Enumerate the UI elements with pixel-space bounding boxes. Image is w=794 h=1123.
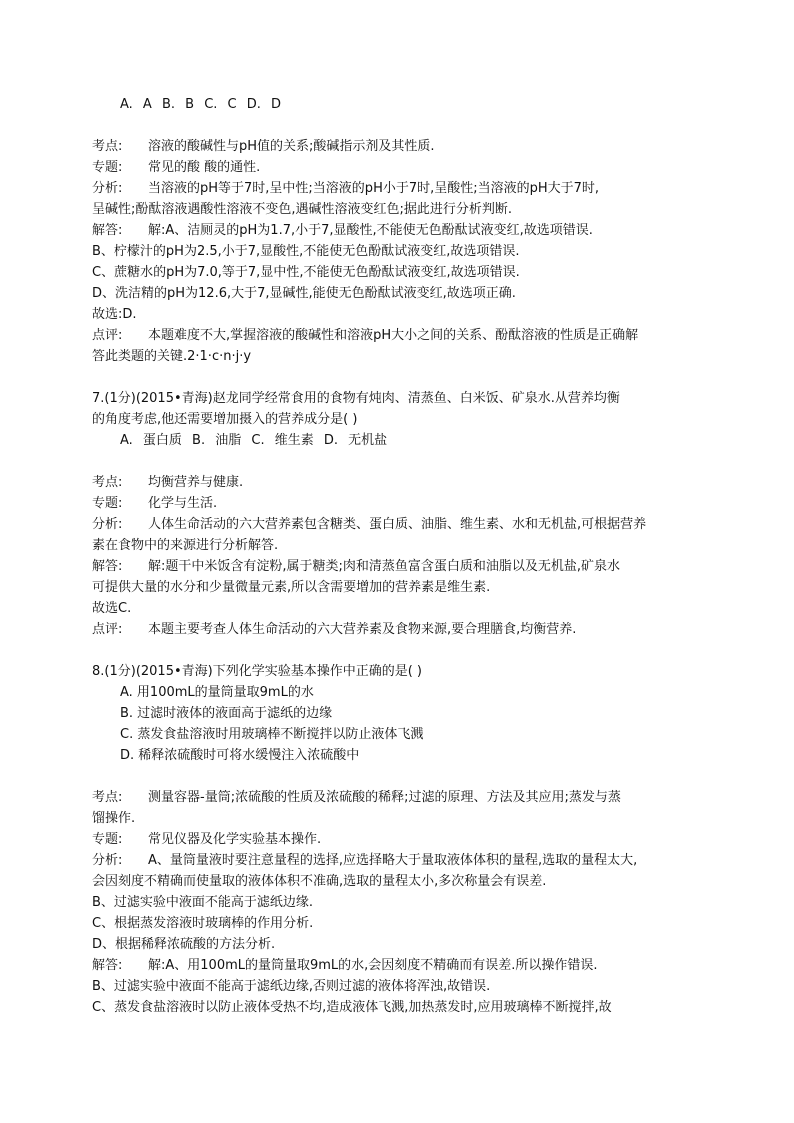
q6-answer: 故选:D. bbox=[92, 307, 137, 322]
q6-jieda-label: 解答: bbox=[92, 223, 123, 238]
q8-option-d: D. 稀释浓硫酸时可将水缓慢注入浓硫酸中 bbox=[120, 748, 360, 763]
q8-fenxi-b: B、过滤实验中液面不能高于滤纸边缘. bbox=[92, 895, 314, 910]
q7-kaodian-label: 考点: bbox=[92, 475, 123, 490]
q6-fenxi bbox=[92, 179, 599, 199]
q7-zhuanti-text: 化学与生活. bbox=[148, 496, 218, 511]
q7-kaodian-text: 均衡营养与健康. bbox=[148, 475, 244, 490]
q7-jieda-cont: 可提供大量的水分和少量微量元素,所以含需要增加的营养素是维生素. bbox=[92, 580, 491, 595]
q6-jieda-d: D、洗洁精的pH为12.6,大于7,显碱性,能使无色酚酞试液变红,故选项正确. bbox=[92, 286, 516, 301]
q6-kaodian bbox=[92, 137, 435, 157]
q8-kaodian bbox=[92, 788, 621, 808]
q8-zhuanti bbox=[92, 830, 321, 850]
q8-jieda bbox=[92, 956, 598, 976]
q7-kaodian bbox=[92, 473, 243, 493]
q8-option-a: A. 用100mL的量筒量取9mL的水 bbox=[120, 685, 314, 700]
q7-zhuanti-label: 专题: bbox=[92, 496, 123, 511]
q6-dianping-label: 点评: bbox=[92, 328, 123, 343]
q7-zhuanti bbox=[92, 494, 217, 514]
q7-fenxi-text: 人体生命活动的六大营养素包含糖类、蛋白质、油脂、维生素、水和无机盐,可根据营养 bbox=[148, 517, 647, 532]
q6-fenxi-cont: 呈碱性;酚酞溶液遇酸性溶液不变色,遇碱性溶液变红色;据此进行分析判断. bbox=[92, 202, 513, 217]
q6-fenxi-text: 当溶液的pH等于7时,呈中性;当溶液的pH小于7时,呈酸性;当溶液的pH大于7时, bbox=[148, 181, 600, 196]
q8-jieda-c: C、蒸发食盐溶液时以防止液体受热不均,造成液体飞溅,加热蒸发时,应用玻璃棒不断搅拌,故 bbox=[92, 1000, 612, 1015]
q8-fenxi-text: A、量筒量液时要注意量程的选择,应选择略大于量取液体体积的量程,选取的量程太大, bbox=[148, 853, 638, 868]
q7-jieda bbox=[92, 557, 620, 577]
q7-answer: 故选C. bbox=[92, 601, 132, 616]
q8-option-c: C. 蒸发食盐溶液时用玻璃棒不断搅拌以防止液体飞溅 bbox=[120, 727, 424, 742]
q7-stem: 7.(1分)(2015•青海)赵龙同学经常食用的食物有炖肉、清蒸鱼、白米饭、矿泉水.从营养均衡 bbox=[92, 391, 620, 406]
q7-dianping-label: 点评: bbox=[92, 622, 123, 637]
q7-jieda-text: 解:题干中米饭含有淀粉,属于糖类;肉和清蒸鱼富含蛋白质和油脂以及无机盐,矿泉水 bbox=[148, 559, 621, 574]
q7-dianping bbox=[92, 620, 576, 640]
q6-kaodian-label: 考点: bbox=[92, 139, 123, 154]
q8-zhuanti-text: 常见仪器及化学实验基本操作. bbox=[148, 832, 322, 847]
q7-fenxi-label: 分析: bbox=[92, 517, 123, 532]
q8-jieda-label: 解答: bbox=[92, 958, 123, 973]
q8-fenxi-d: D、根据稀释浓硫酸的方法分析. bbox=[92, 937, 276, 952]
q6-jieda bbox=[92, 221, 593, 241]
q8-kaodian-cont: 馏操作. bbox=[92, 811, 136, 826]
q8-jieda-b: B、过滤实验中液面不能高于滤纸边缘,否则过滤的液体将浑浊,故错误. bbox=[92, 979, 491, 994]
q6-jieda-c: C、蔗糖水的pH为7.0,等于7,显中性,不能使无色酚酞试液变红,故选项错误. bbox=[92, 265, 520, 280]
q7-options: A. 蛋白质 B. 油脂 C. 维生素 D. 无机盐 bbox=[120, 433, 388, 448]
q7-jieda-label: 解答: bbox=[92, 559, 123, 574]
q7-fenxi-cont: 素在食物中的来源进行分析解答. bbox=[92, 538, 279, 553]
q7-fenxi bbox=[92, 515, 646, 535]
q6-dianping bbox=[92, 326, 638, 346]
q8-fenxi-cont: 会因刻度不精确而使量取的液体体积不准确,选取的量程太小,多次称量会有误差. bbox=[92, 874, 547, 889]
q6-zhuanti bbox=[92, 158, 260, 178]
q6-jieda-b: B、柠檬汁的pH为2.5,小于7,显酸性,不能使无色酚酞试液变红,故选项错误. bbox=[92, 244, 520, 259]
q8-stem: 8.(1分)(2015•青海)下列化学实验基本操作中正确的是( ) bbox=[92, 664, 422, 679]
q7-dianping-text: 本题主要考查人体生命活动的六大营养素及食物来源,要合理膳食,均衡营养. bbox=[148, 622, 577, 637]
q6-dianping-text: 本题难度不大,掌握溶液的酸碱性和溶液pH大小之间的关系、酚酞溶液的性质是正确解 bbox=[148, 328, 639, 343]
q8-zhuanti-label: 专题: bbox=[92, 832, 123, 847]
q6-zhuanti-label: 专题: bbox=[92, 160, 123, 175]
q6-fenxi-label: 分析: bbox=[92, 181, 123, 196]
q8-kaodian-label: 考点: bbox=[92, 790, 123, 805]
q8-jieda-text: 解:A、用100mL的量筒量取9mL的水,会因刻度不精确而有误差.所以操作错误. bbox=[148, 958, 598, 973]
q6-options: A. A B. B C. C D. D bbox=[120, 97, 282, 112]
q8-fenxi-c: C、根据蒸发溶液时玻璃棒的作用分析. bbox=[92, 916, 314, 931]
q8-fenxi bbox=[92, 851, 637, 871]
q6-kaodian-text: 溶液的酸碱性与pH值的关系;酸碱指示剂及其性质. bbox=[148, 139, 435, 154]
q8-option-b: B. 过滤时液体的液面高于滤纸的边缘 bbox=[120, 706, 333, 721]
q6-dianping-cont: 答此类题的关键.2·1·c·n·j·y bbox=[92, 349, 252, 364]
q7-stem-cont: 的角度考虑,他还需要增加摄入的营养成分是( ) bbox=[92, 412, 358, 427]
q8-kaodian-text: 测量容器-量筒;浓硫酸的性质及浓硫酸的稀释;过滤的原理、方法及其应用;蒸发与蒸 bbox=[148, 790, 621, 805]
q6-jieda-text: 解:A、洁厕灵的pH为1.7,小于7,显酸性,不能使无色酚酞试液变红,故选项错误. bbox=[148, 223, 593, 238]
q8-fenxi-label: 分析: bbox=[92, 853, 123, 868]
q6-zhuanti-text: 常见的酸 酸的通性. bbox=[148, 160, 261, 175]
